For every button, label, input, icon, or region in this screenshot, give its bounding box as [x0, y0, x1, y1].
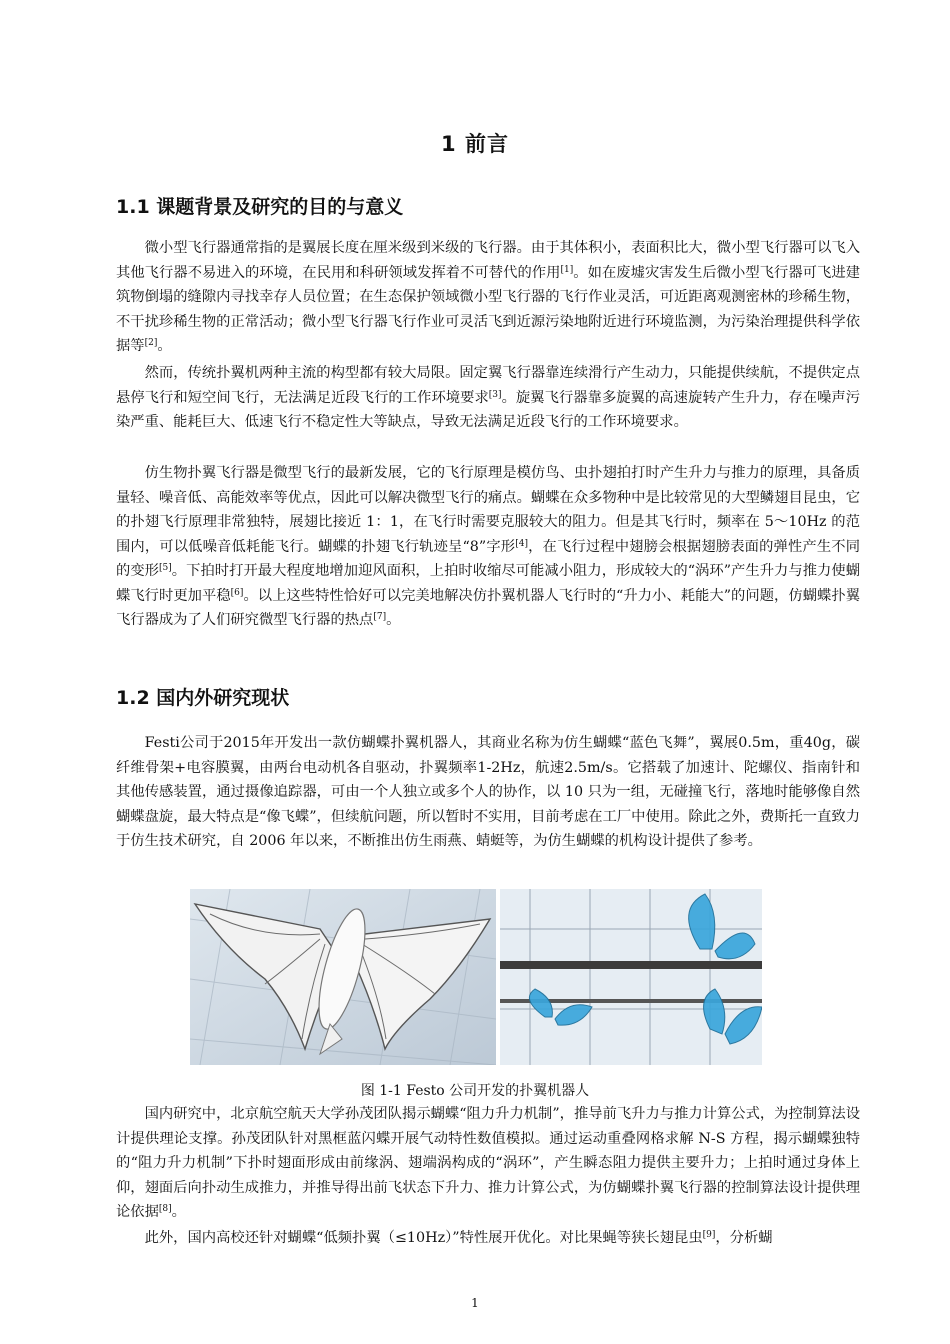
paragraph-text: 仿生物扑翼飞行器是微型飞行的最新发展，它的飞行原理是模仿鸟、虫扑翅拍打时产生升力与推力的原理，具备质量轻、噪音低、高能效率等优点，因此可以解决微型飞行的痛点。蝴蝶在众多物种中是比较常见的大型鳞翅目昆虫，它的扑翅飞行原理非常独特，展翅比接近 1：1，在飞行时需要克服较大的阻力。但是其飞行时，频率在 5～10Hz 的范围内，可以低噪音低耗能飞行。蝴蝶的扑翅飞行轨迹呈“8”字形: [116, 465, 860, 555]
citation-7: [7]: [373, 612, 387, 622]
paragraph-text: 。: [386, 612, 401, 628]
section-title-1-1: 1.1 课题背景及研究的目的与意义: [116, 196, 404, 218]
citation-9: [9]: [702, 1230, 716, 1240]
citation-1: [1]: [560, 264, 574, 275]
citation-4: [4]: [515, 538, 528, 549]
page-number: 1: [471, 1296, 479, 1310]
paragraph-text: 。如在废墟灾害发生后微小型飞行器可飞进建筑物倒塌的缝隙内寻找幸存人员位置；在生态保护领域微小型飞行器的飞行作业灵活，可近距离观测密林的珍稀生物，不干扰珍稀生物的正常活动；微小型飞行器飞行作业可灵活飞到近源污染地附近进行环境监测，为污染治理提供科学依据等: [116, 264, 860, 354]
citation-3: [3]: [488, 389, 502, 400]
citation-5: [5]: [159, 563, 172, 573]
paragraph-2: [116, 361, 860, 435]
paragraph-5: [116, 1102, 860, 1225]
figure-1-1: [190, 889, 762, 1065]
paragraph-text: 。旋翼飞行器靠多旋翼的高速旋转产生升力，存在噪声污染严重、能耗巨大、低速飞行不稳定性大等缺点，导致无法满足近段飞行的工作环境要求。: [116, 389, 861, 430]
citation-8: [8]: [158, 1204, 172, 1214]
paragraph-text: 。: [171, 1204, 186, 1220]
citation-6: [6]: [230, 587, 244, 598]
paragraph-text: 国内研究中，北京航空航天大学孙茂团队揭示蝴蝶“阻力升力机制”，推导前飞升力与推力计算公式，为控制算法设计提供理论支撑。孙茂团队针对黑框蓝闪蝶开展气动特性数值模拟。通过运动重叠网格求解 N-S 方程，揭示蝴蝶独特的“阻力升力机制”下扑时翅面形成由前缘涡、翅端涡构成的“涡环”，产生瞬态阻力提供主要升力；上拍时通过身体上仰，翅面后向扑动生成推力，并推导得出前飞状态下升力、推力计算公式，为仿蝴蝶扑翼飞行器的控制算法设计提供理论依据: [116, 1106, 860, 1220]
chapter-title: 1 前言: [441, 132, 509, 156]
paragraph-3: [116, 461, 860, 633]
paragraph-6: [116, 1226, 860, 1251]
figure-caption: 图 1-1 Festo 公司开发的扑翼机器人: [360, 1083, 590, 1099]
paragraph-text: 然而，传统扑翼机两种主流的构型都有较大局限。固定翼飞行器靠连续滑行产生动力，只能提供续航，不提供定点悬停飞行和短空间飞行，无法满足近段飞行的工作环境要求: [116, 365, 860, 406]
paragraph-text: 。: [157, 338, 172, 354]
paragraph-text: ，分析蝴: [715, 1230, 773, 1246]
paragraph-text: 。以上这些特性恰好可以完美地解决仿扑翼机器人飞行时的“升力小、耗能大”的问题，仿蝴蝶扑翼飞行器成为了人们研究微型飞行器的热点: [116, 587, 860, 628]
citation-2: [2]: [144, 338, 158, 348]
paragraph-1: [116, 236, 860, 359]
butterfly-robot-photo: [500, 889, 762, 1065]
paragraph-text: 微小型飞行器通常指的是翼展长度在厘米级到米级的飞行器。由于其体积小，表面积比大，微小型飞行器可以飞入其他飞行器不易进入的环境，在民用和科研领域发挥着不可替代的作用: [116, 240, 860, 281]
section-title-1-2: 1.2 国内外研究现状: [116, 687, 290, 709]
bat-robot-photo: [190, 889, 496, 1065]
paragraph-text: ，在飞行过程中翅膀会根据翅膀表面的弹性产生不同的变形: [116, 538, 860, 579]
paragraph-text: 此外，国内高校还针对蝴蝶“低频扑翼（≤10Hz）”特性展开优化。对比果蝇等狭长翅昆虫: [144, 1230, 703, 1246]
paragraph-text: 。下拍时打开最大程度地增加迎风面积，上拍时收缩尽可能减小阻力，形成较大的“涡环”产生升力与推力使蝴蝶飞行时更加平稳: [116, 563, 860, 604]
paragraph-4: Festi公司于2015年开发出一款仿蝴蝶扑翼机器人，其商业名称为仿生蝴蝶“蓝色飞舞”，翼展0.5m，重40g，碳纤维骨架+电容膜翼，由两台电动机各自驱动，扑翼频率1-2Hz，航速2.5m/s。它搭载了加速计、陀螺仪、指南针和其他传感装置，通过摄像追踪器，可由一个人独立或多个人的协作，以 10 只为一组，无碰撞飞行，落地时能够像自然蝴蝶盘旋，最大特点是“像飞蝶”，但续航问题，所以暂时不实用，目前考虑在工厂中使用。除此之外，费斯托一直致力于仿生技术研究，自 2006 年以来，不断推出仿生雨燕、蜻蜓等，为仿生蝴蝶的机构设计提供了参考。: [116, 735, 860, 849]
